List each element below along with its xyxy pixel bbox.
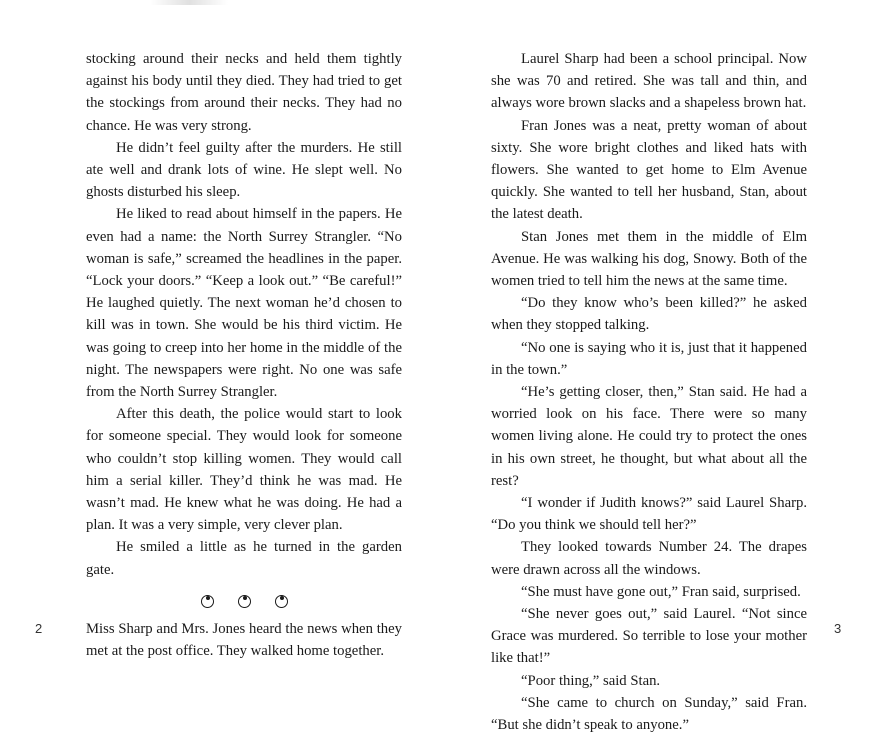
paragraph: After this death, the police would start to look for someone special. They would look for someone who couldn’t stop killing women. They would call him a serial killer. They’d think he was mad. He wasn’t mad. He knew what he was doing. He had a plan. It was a very simple, very clever plan.: [86, 406, 402, 534]
circle-ring-icon: [201, 595, 214, 608]
page-edge-shadow: [150, 0, 228, 5]
paragraph: “She must have gone out,” Fran said, surprised.: [521, 583, 801, 600]
paragraph: He didn’t feel guilty after the murders. He still ate well and drank lots of wine. He slept well. No ghosts disturbed his sleep.: [86, 139, 402, 201]
page-number-left: 2: [35, 621, 43, 636]
paragraph: “She came to church on Sunday,” said Fran. “But she didn’t speak to anyone.”: [491, 694, 807, 734]
section-break-ornament: [86, 595, 402, 608]
paragraph: Stan Jones met them in the middle of Elm Avenue. He was walking his dog, Snowy. Both of the women tried to tell him the news at the same time.: [491, 228, 807, 290]
paragraph: “Do they know who’s been killed?” he asked when they stopped talking.: [491, 295, 807, 334]
left-page-text: [86, 48, 402, 662]
paragraph: “Poor thing,” said Stan.: [521, 672, 661, 689]
right-page-text: [491, 48, 807, 736]
paragraph: “She never goes out,” said Laurel. “Not since Grace was murdered. So terrible to lose your mother like that!”: [491, 606, 807, 667]
paragraph: “I wonder if Judith knows?” said Laurel Sharp. “Do you think we should tell her?”: [491, 495, 807, 534]
paragraph: Laurel Sharp had been a school principal. Now she was 70 and retired. She was tall and thin, and always wore brown slacks and a shapeless brown hat.: [491, 51, 807, 112]
circle-ring-icon: [275, 595, 288, 608]
paragraph: “No one is saying who it is, just that it happened in the town.”: [491, 339, 807, 378]
paragraph: He liked to read about himself in the papers. He even had a name: the North Surrey Strangler. “No woman is safe,” screamed the headlines in the paper. “Lock your doors.” “Keep a look out.” “Be careful!” He laughed quietly. The next woman he’d chosen to kill was in town. She would be his third victim. He was going to creep into her home in the middle of the night. The newspapers were right. No one was safe from the North Surrey Strangler.: [86, 206, 402, 401]
paragraph: Fran Jones was a neat, pretty woman of about sixty. She wore bright clothes and liked hats with flowers. She wanted to get home to Elm Avenue quickly. She wanted to tell her husband, Stan, about the latest death.: [491, 117, 807, 223]
paragraph: They looked towards Number 24. The drapes were drawn across all the windows.: [491, 539, 807, 578]
paragraph: “He’s getting closer, then,” Stan said. He had a worried look on his face. There were so many women living alone. He could try to protect the ones in his own street, he thought, but what about all the rest?: [491, 384, 807, 489]
paragraph: He smiled a little as he turned in the garden gate.: [86, 539, 402, 578]
circle-ring-icon: [238, 595, 251, 608]
page-number-right: 3: [834, 621, 842, 636]
paragraph: Miss Sharp and Mrs. Jones heard the news when they met at the post office. They walked home together.: [86, 620, 402, 660]
paragraph: stocking around their necks and held them tightly against his body until they died. They had tried to get the stockings from around their necks. They had no chance. He was very strong.: [86, 51, 402, 134]
